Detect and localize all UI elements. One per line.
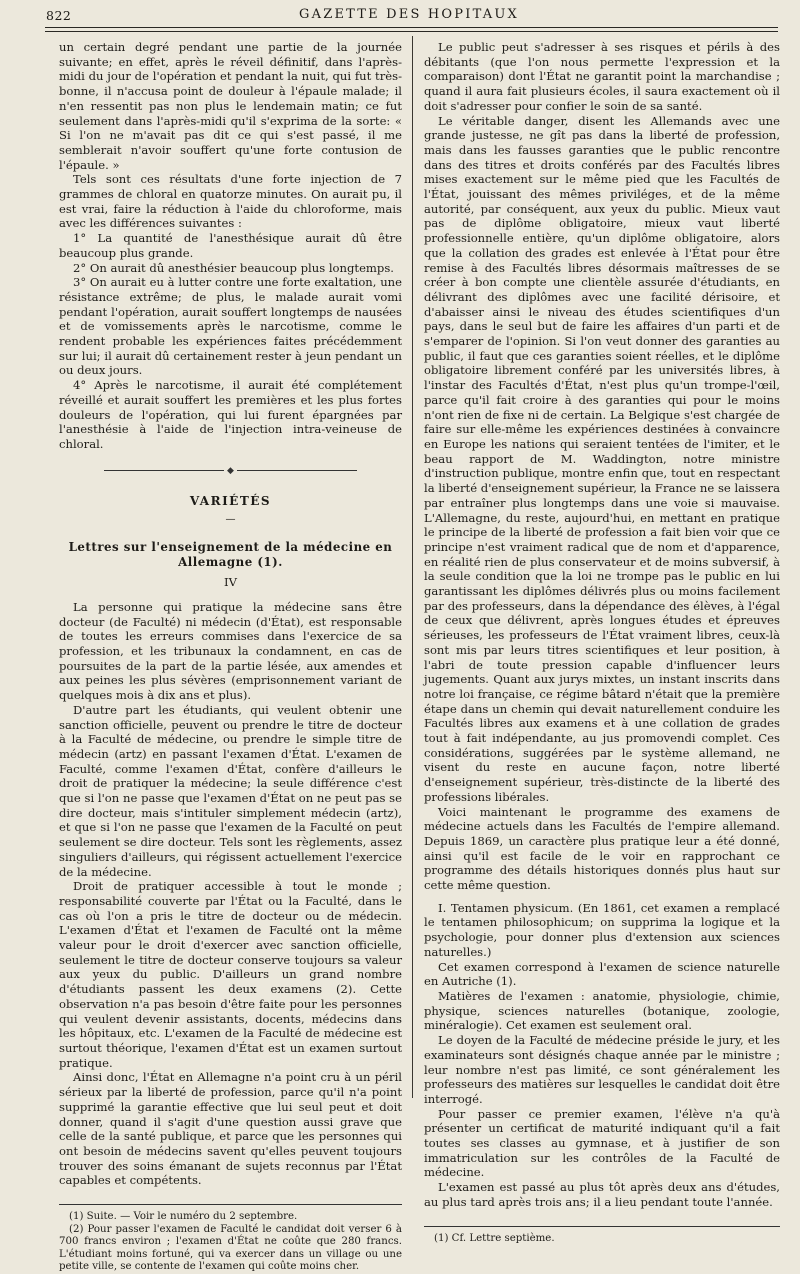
header-rule-thin [45, 31, 778, 32]
article-title: Lettres sur l'enseignement de la médecine en Allemagne (1). [68, 539, 393, 569]
paragraph: La personne qui pratique la médecine sans être docteur (de Faculté) ni médecin (d'État), est responsable de toutes les erreurs commises dans l'exercice de sa profession, et les tribunaux la condamnent, en cas de poursuites de la part de la partie lésée, aux amendes et aux peines les plus sévères (emprisonnement variant de quelques mois à dix ans et plus). [59, 599, 402, 703]
paragraph: Le doyen de la Faculté de médecine préside le jury, et les examinateurs sont désignés chaque année par le ministre ; leur nombre n'est pas limité, ce sont généralement les professeurs des matières sur lesquelles le candidat doit être interrogé. [424, 1033, 780, 1106]
paragraph: Voici maintenant le programme des examens de médecine actuels dans les Facultés de l'empire allemand. Depuis 1869, un caractère plus pratique leur a été donné, ainsi qu'il est facile de le voir en rapprochant ce programme des détails historiques donnés plus haut sur cette même question. [424, 804, 780, 893]
paragraph: Pour passer ce premier examen, l'élève n'a qu'à présenter un certificat de maturité indiquant qu'il a fait toutes ses classes au gymnase, et à justifier de son immatriculation sur les contrôles de la Faculté de médecine. [424, 1106, 780, 1180]
footnote-rule [59, 1204, 402, 1205]
column-divider [412, 36, 413, 1098]
article-part-number: IV [224, 575, 237, 590]
paragraph: Ainsi donc, l'État en Allemagne n'a point cru à un péril sérieux par la liberté de profession, parce qu'il n'a point supprimé la garantie effective que lui seul peut et doit donner, quand il s'agit d'une question aussi grave que celle de la santé publique, et parce que les personnes qui ont besoin de médecins savent qu'elles peuvent toujours trouver des soins émanant de sujets reconnus par l'État capables et compétents. [59, 1070, 402, 1188]
paragraph: Droit de pratiquer accessible à tout le monde ; responsabilité couverte par l'État ou la Faculté, dans le cas où l'on a pris le titre de docteur ou de médecin. L'examen d'État et l'examen de Faculté ont la même valeur pour le droit d'exercer avec sanction officielle, seulement le titre de docteur conserve toujours sa valeur aux yeux du public. D'ailleurs un grand nombre d'étudiants passent les deux examens (2). Cette observation n'a pas besoin d'être faite pour les personnes qui veulent devenir assistants, docents, médecins dans les hôpitaux, etc. L'examen de la Faculté de médecine est surtout théorique, l'examen d'État est un examen surtout pratique. [59, 879, 402, 1070]
page-number: 822 [46, 8, 72, 23]
paragraph: 2° On aurait dû anesthésier beaucoup plus longtemps. [73, 260, 394, 275]
paragraph: Le public peut s'adresser à ses risques et périls à des débitants (que l'on nous permette l'expression et la comparaison) dont l'État ne garantit point la marchandise ; quand il aura fait plusieurs écoles, il saura exactement où il doit s'adresser pour confier le soin de sa santé. [424, 40, 780, 113]
paragraph: Le véritable danger, disent les Allemands avec une grande justesse, ne gît pas dans la liberté de profession, mais dans les fausses garanties que le public rencontre dans des titres et droits conférés par des Facultés libres mises exactement sur le même pied que les Facultés de l'État, jouissant des mêmes priviléges, et de la même autorité, par conséquent, aux yeux du public. Mieux vaut pas de diplôme obligatoire, mieux vaut liberté professionnelle entière, qu'un diplôme obligatoire, alors que la collation des grades est enlevée à l'État pour être remise à des Facultés libres désormais maîtresses de se créer à bon compte une clientèle assurée d'étudiants, en délivrant des diplômes avec une facilité dérisoire, et d'abaisser ainsi le niveau des études scientifiques d'un pays, dans le seul but de faire les affaires d'un parti et de s'emparer de l'opinion. Si l'on veut donner des garanties au public, il faut que ces garanties soient réelles, et le diplôme obligatoire librement conféré par les universités libres, à l'instar des Facultés d'État, n'est plus qu'un trompe-l'œil, parce qu'il fait croire à des garanties qui pour le moins n'ont rien de fixe ni de certain. La Belgique s'est chargée de faire sur elle-même les expériences destinées à convaincre en Europe les nations qui seraient tentées de l'imiter, et le beau rapport de M. Waddington, notre ministre d'instruction publique, montre enfin que, tout en respectant la liberté d'enseignement supérieur, la France ne se laissera par entraîner plus longtemps dans une voie si mauvaise. L'Allemagne, du reste, aujourd'hui, en mettant en pratique le principe de la liberté de profession a fait bien voir que ce principe n'est vraiment radical que de nom et d'apparence, en réalité rien de plus conservateur et de moins subversif, à la seule condition que la loi ne trompe pas le public en lui garantissant les diplômes délivrés plus ou moins facilement par des professeurs, dans la dépendance des élèves, à l'égal de ceux que délivrent, après longues études et épreuves sérieuses, les professeurs de l'État vraiment libres, ceux-là sont mis par leurs titres scientifiques et leur position, à l'abri de toute pression capable d'influencer leurs jugements. Quant aux jurys mixtes, un instant inscrits dans notre loi française, ce régime bâtard n'était que la première étape dans un chemin qui devait naturellement conduire les Facultés libres aux examens et à une collation de grades tout à fait indépendante, au jus promovendi complet. Ces considérations, suggérées par le système allemand, ne visent du reste en aucune façon, notre liberté d'enseignement supérieur, très-distincte de la liberté des professions libérales. [424, 113, 780, 804]
paragraph: Tels sont ces résultats d'une forte injection de 7 grammes de chloral en quatorze minutes. On aurait pu, il est vrai, faire la réduction à l'aide du chloroforme, mais avec les différences suivantes : [59, 172, 402, 231]
paragraph: 4° Après le narcotisme, il aurait été complétement réveillé et aurait souffert les premières et les plus fortes douleurs de l'opération, qui lui furent épargnées par l'anesthésie à l'aide de l'injection intra-veineuse de chloral. [59, 378, 402, 451]
running-title: GAZETTE DES HOPITAUX [299, 7, 519, 22]
paragraph: L'examen est passé au plus tôt après deux ans d'études, au plus tard après trois ans; il a lieu pendant toute l'année. [424, 1180, 780, 1209]
footnote: (2) Pour passer l'examen de Faculté le candidat doit verser 6 à 700 francs environ ; l'examen d'État ne coûte que 280 francs. L'étudiant moins fortuné, qui va exercer dans un village ou une petite ville, se contente de l'examen qui coûte moins cher. [59, 1223, 402, 1273]
footnote: (1) Cf. Lettre septième. [434, 1232, 555, 1244]
paragraph: Cet examen correspond à l'examen de science naturelle en Autriche (1). [424, 959, 780, 989]
section-dash: — [225, 514, 236, 526]
paragraph: 3° On aurait eu à lutter contre une forte exaltation, une résistance extrême; de plus, le malade aurait vomi pendant l'opération, aurait souffert longtemps de nausées et de vomissements après le narcotisme, comme le rendent probable les expériences faites précédemment sur lui; il aurait dû certainement rester à jeun pendant un ou deux jours. [59, 275, 402, 378]
paragraph-gap [424, 893, 780, 901]
header-rule [45, 27, 778, 28]
footnote: (1) Suite. — Voir le numéro du 2 septembre. [69, 1211, 298, 1223]
right-column [424, 40, 780, 1245]
paragraph: D'autre part les étudiants, qui veulent obtenir une sanction officielle, peuvent ou prendre le titre de docteur à la Faculté de médecine, ou prendre le simple titre de médecin (artz) en passant l'examen d'État. L'examen de Faculté, comme l'examen d'État, confère d'ailleurs le droit de pratiquer la médecine; la seule différence c'est que si l'on ne passe que l'examen d'État on ne peut pas se dire docteur, mais s'intituler simplement médecin (artz), et que si l'on ne passe que l'examen de la Faculté on peut seulement se dire docteur. Tels sont les règlements, assez singuliers d'ailleurs, qui régissent actuellement l'exercice de la médecine. [59, 702, 402, 879]
paragraph: un certain degré pendant une partie de la journée suivante; en effet, après le réveil définitif, dans l'après-midi du jour de l'opération et pendant la nuit, qui fut très-bonne, il n'accusa point de douleur à l'épaule malade; il n'en ressentit pas non plus le lendemain matin; ce fut seulement dans l'après-midi qu'il s'exprima de la sorte: « Si l'on ne m'avait pas dit ce qui s'est passé, il me semblerait n'avoir souffert qu'une forte contusion de l'épaule. » [59, 40, 402, 172]
paragraph: I. Tentamen physicum. (En 1861, cet examen a remplacé le tentamen philosophicum; on supprima la logique et la psychologie, pour donner plus d'extension aux sciences naturelles.) [424, 900, 780, 959]
section-heading: VARIÉTÉS [189, 494, 272, 509]
paragraph: Matières de l'examen : anatomie, physiologie, chimie, physique, sciences naturelles (botanique, zoologie, minéralogie). Cet examen est seulement oral. [424, 989, 780, 1033]
section-separator: ◆ [59, 464, 402, 479]
paragraph: 1° La quantité de l'anesthésique aurait dû être beaucoup plus grande. [59, 231, 402, 260]
footnote-rule [424, 1226, 780, 1227]
left-column [59, 40, 402, 1274]
page-header [40, 4, 778, 26]
